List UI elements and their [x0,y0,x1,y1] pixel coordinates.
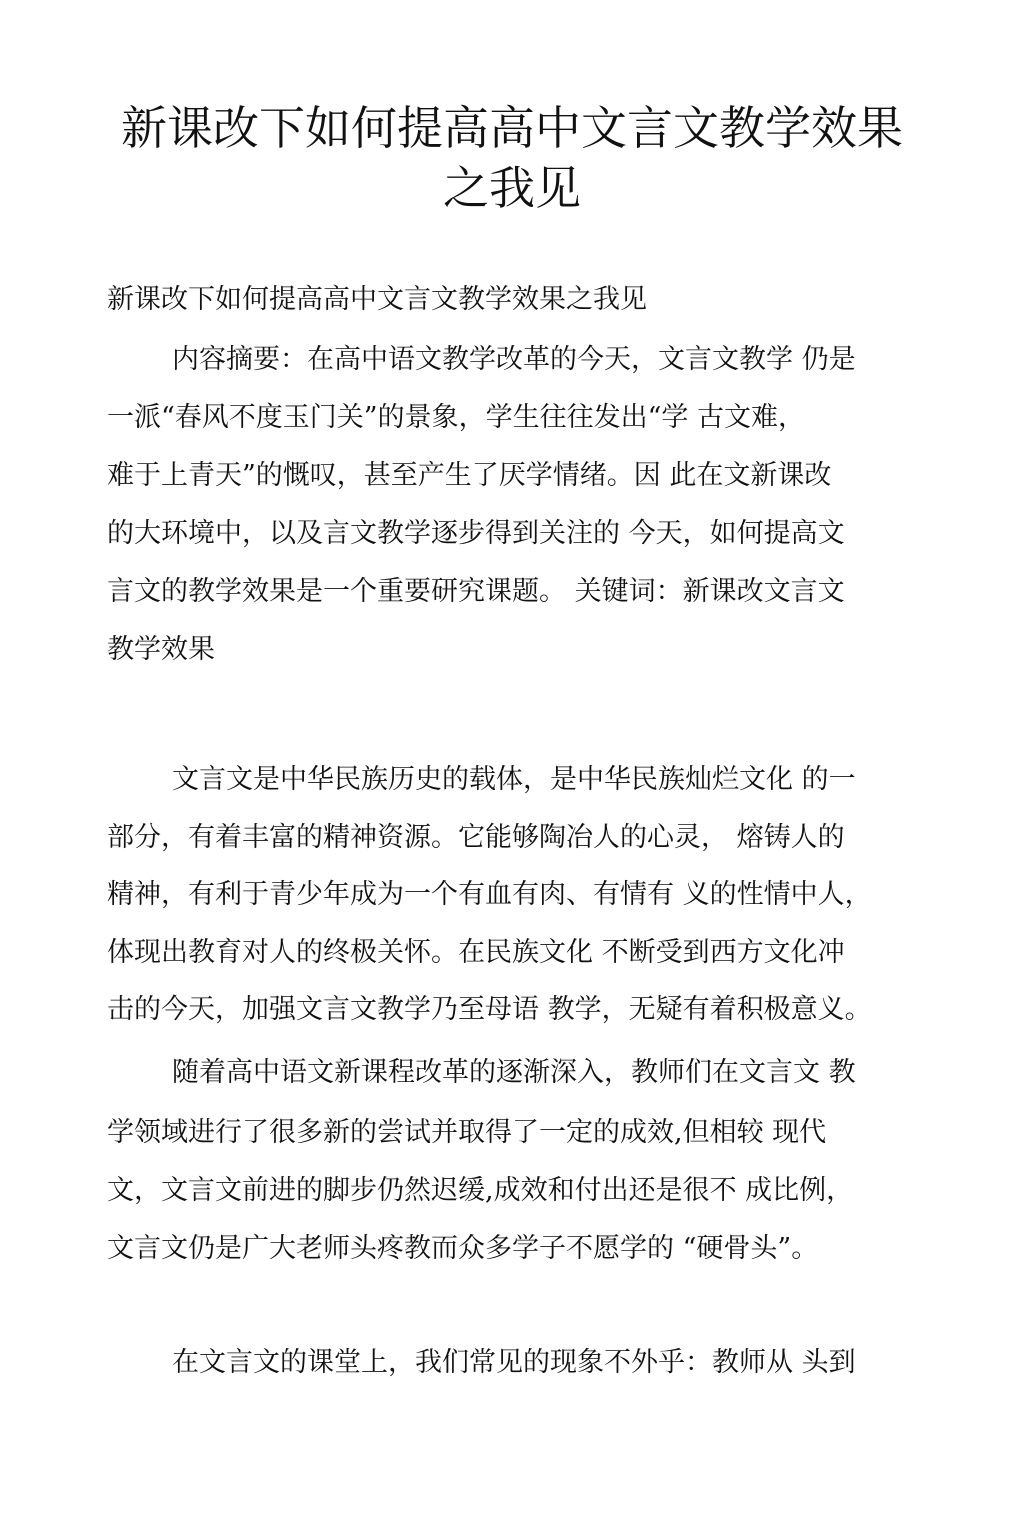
document-subtitle: 新课改下如何提高高中文言文教学效果之我见 [107,284,647,315]
paragraph-line: 体现出教育对人的终极关怀。在民族文化 不断受到西方文化冲 [107,937,845,968]
paragraph-line: 文言文是中华民族历史的载体，是中华民族灿烂文化 的一 [172,764,856,795]
document-title-line-2: 之我见 [443,161,581,215]
paragraph-line: 学领域进行了很多新的尝试并取得了一定的成效,但相较 现代 [107,1117,827,1148]
paragraph-line: 在文言文的课堂上，我们常见的现象不外乎：教师从 头到 [172,1347,856,1378]
paragraph-line: 随着高中语文新课程改革的逐渐深入，教师们在文言文 教 [172,1057,856,1088]
abstract-line: 的大环境中，以及言文教学逐步得到关注的 今天，如何提高文 [107,518,845,549]
paragraph-line: 文，文言文前进的脚步仍然迟缓,成效和付出还是很不 成比例， [107,1175,854,1206]
abstract-line: 一派“春风不度玉门关”的景象，学生往往发出“学 古文难， [107,402,805,433]
abstract-line: 言文的教学效果是一个重要研究课题。 关键词：新课改文言文 [107,576,845,607]
abstract-line: 教学效果 [107,634,215,665]
paragraph-line: 精神，有利于青少年成为一个有血有肉、有情有 义的性情中人， [107,879,872,910]
abstract-line: 难于上青天”的慨叹，甚至产生了厌学情绪。因 此在文新课改 [107,460,832,491]
document-title-line-1: 新课改下如何提高高中文言文教学效果 [121,101,903,155]
paragraph-line: 文言文仍是广大老师头疼教而众多学子不愿学的 “硬骨头”。 [107,1233,819,1264]
abstract-line: 内容摘要：在高中语文教学改革的今天，文言文教学 仍是 [172,344,856,375]
paragraph-line: 部分，有着丰富的精神资源。它能够陶冶人的心灵， 熔铸人的 [107,822,845,853]
paragraph-line: 击的今天，加强文言文教学乃至母语 教学，无疑有着积极意义。 [107,994,872,1025]
